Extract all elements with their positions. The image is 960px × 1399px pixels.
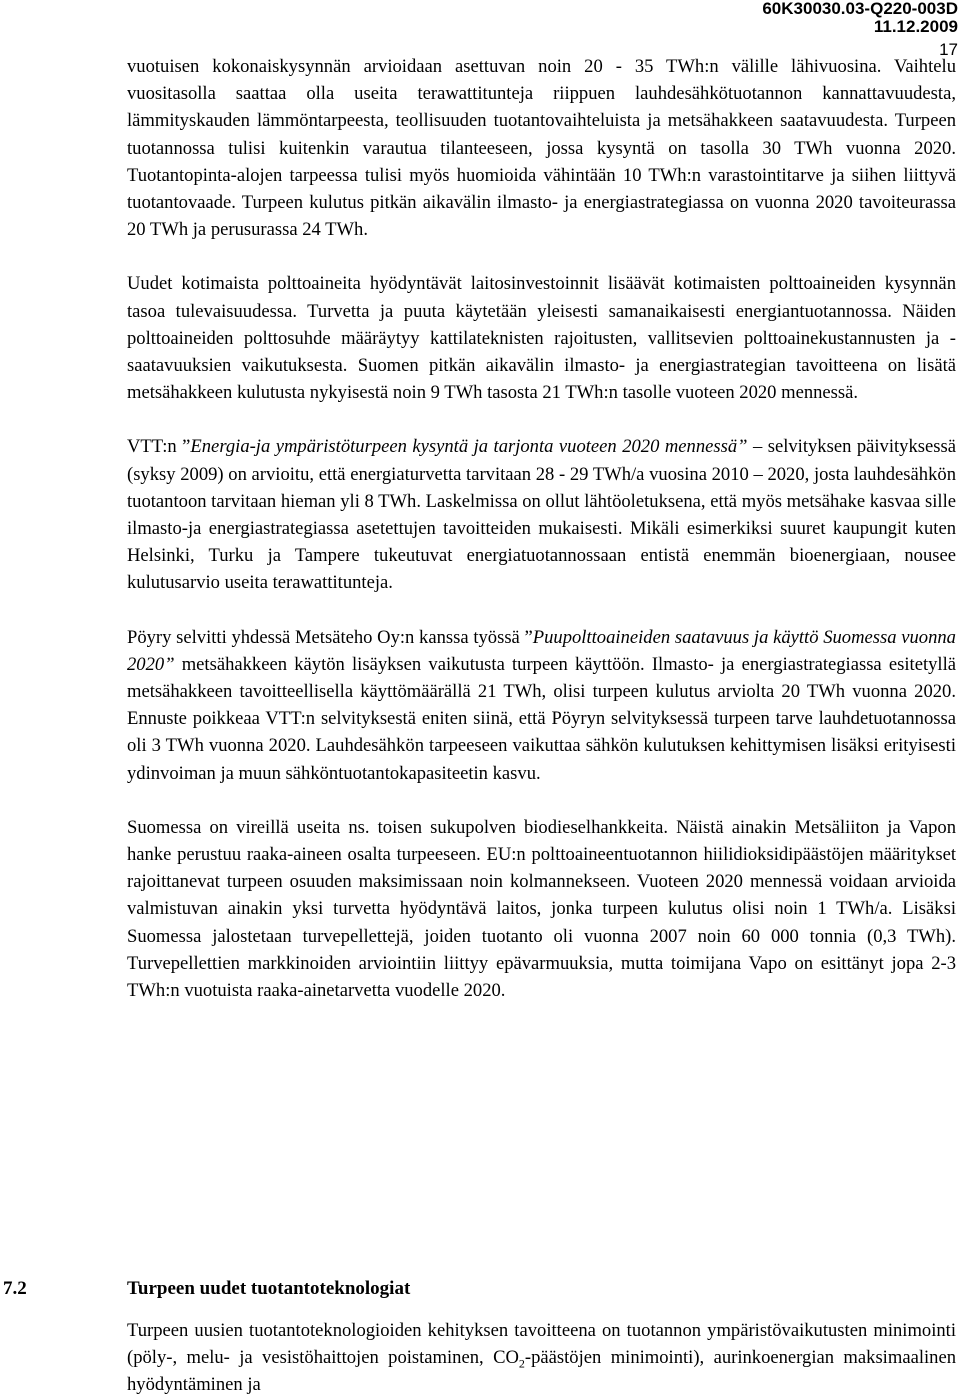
section-number: 7.2	[3, 1278, 27, 1299]
document-date: 11.12.2009	[873, 17, 958, 36]
text-run: Uudet kotimaista polttoaineita hyödyntävät laitosinvestoinnit lisäävät kotimaisten polttoaineiden kysynnän tasoa tulevaisuudessa. Turvetta ja puuta käytetään yleisesti samanaikaisesti energiantuotannossa. Näiden polttoaineiden polttosuhde määräytyy kattilateknisten rajoitusten, vallitsevien polttoainekustannusten ja -saatavuuksien vaikutuksesta. Suomen pitkän aikavälin ilmasto- ja energiastrategian tavoitteena on lisätä metsähakkeen kulutusta nykyisestä noin 9 TWh tasosta 21 TWh:n tasolle vuoteen 2020 mennessä.	[127, 273, 956, 404]
page-number: 17	[939, 40, 958, 59]
section-text-part: Turpeen uusien tuotantoteknologioiden kehityksen tavoitteena on tuotannon ympäristövaikutusten minimointi (pöly-, melu- ja vesistöhaittojen poistaminen, CO	[127, 1320, 956, 1369]
italic-text: Energia-ja ympäristöturpeen kysyntä ja tarjonta vuoteen 2020 mennessä”	[190, 436, 748, 458]
section-title: Turpeen uudet tuotantoteknologiat	[127, 1278, 411, 1299]
subscript: 2	[518, 1356, 525, 1371]
italic-text: Puupolttoaineiden saatavuus ja käyttö Suomessa vuonna 2020”	[127, 626, 956, 675]
text-run: metsähakkeen käytön lisäyksen vaikutusta turpeen käyttöön. Ilmasto- ja energiastrategiassa esitetyllä metsähakkeen tavoitteellisella käyttömäärällä 21 TWh, olisi turpeen kulutus arviolta 20 TWh vuonna 2020. Ennuste poikkeaa VTT:n selvityksestä eniten siinä, että Pöyryn selvityksessä turpeen tarve lauhdetuotannossa oli 3 TWh vuonna 2020. Lauhdesähkön tarpeeseen vaikuttaa sähkön kulutuksen kehittymisen lisäksi erityisesti ydinvoiman ja muun sähköntuotantokapasiteetin kasvu.	[127, 653, 956, 784]
text-run: VTT:n ”	[127, 436, 191, 458]
text-run: Pöyry selvitti yhdessä Metsäteho Oy:n kanssa työssä ”	[127, 626, 533, 648]
text-run: Suomessa on vireillä useita ns. toisen sukupolven biodieselhankkeita. Näistä ainakin Metsäliiton ja Vapon hanke perustuu raaka-aineen osalta turpeeseen. EU:n polttoaineentuotannon hiilidioksidipäästöjen määritykset rajoittanevat turpeen osuuden maksimissaan noin kolmannekseen. Vuoteen 2020 mennessä voidaan arvioida valmistuvan ainakin yksi turvetta hyödyntävä laitos, jonka turpeen kulutus olisi noin 1 TWh/a. Lisäksi Suomessa jalostetaan turvepellettejä, joiden tuotanto oli vuonna 2007 noin 60 000 tonnia (0,3 TWh). Turvepellettien markkinoiden arviointiin liittyy epävarmuuksia, mutta toimijana Vapo on esittänyt jopa 2-3 TWh:n vuotuista raaka-ainetarvetta vuodelle 2020.	[127, 816, 956, 1002]
section-body-text	[127, 1317, 956, 1399]
section-text-part: -päästöjen minimointi), aurinkoenergian maksimaalinen hyödyntäminen ja	[127, 1347, 956, 1396]
document-code: 60K30030.03-Q220-003D	[762, 0, 958, 18]
paragraph	[127, 53, 956, 243]
paragraph	[127, 433, 956, 596]
text-run: – selvityksen päivityksessä (syksy 2009) on arvioitu, että energiaturvetta tarvitaan 28 - 29 TWh/a vuosina 2010 – 2020, josta lauhdesähkön tuotantoon tarvitaan hieman yli 8 TWh. Laskelmissa on ollut lähtöoletuksena, että myös metsähake kasvaa sille ilmasto-ja energiastrategiassa asetettujen tavoitteiden mukaisesti. Mikäli esimerkiksi suuret kaupungit kuten Helsinki, Turku ja Tampere tukeutuvat energiatuotannossaan entistä enemmän bioenergiaan, nousee kulutusarvio useita terawattitunteja.	[127, 436, 956, 594]
text-run: vuotuisen kokonaiskysynnän arvioidaan asettuvan noin 20 - 35 TWh:n välille lähivuosina. Vaihtelu vuositasolla saattaa olla useita terawattitunteja riippuen lauhdesähkötuotannon kannattavuudesta, lämmityskauden lämmöntarpeesta, teollisuuden tuotantovaihteluista ja metsähakkeen saatavuudesta. Turpeen tuotannossa tulisi kuitenkin varautua tilanteeseen, jossa kysyntä on tasolla 30 TWh vuonna 2020. Tuotantopinta-alojen tarpeessa tulisi myös huomioida vähintään 10 TWh:n varastointitarve ja siihen liittyvä tuotantovaade. Turpeen kulutus pitkän aikavälin ilmasto- ja energiastrategiassa on vuonna 2020 tavoiteurassa 20 TWh ja perusurassa 24 TWh.	[127, 56, 956, 241]
paragraph	[127, 814, 956, 1004]
paragraph	[127, 270, 956, 406]
body-text	[127, 53, 956, 1004]
paragraph	[127, 1317, 956, 1399]
paragraph	[127, 624, 956, 787]
